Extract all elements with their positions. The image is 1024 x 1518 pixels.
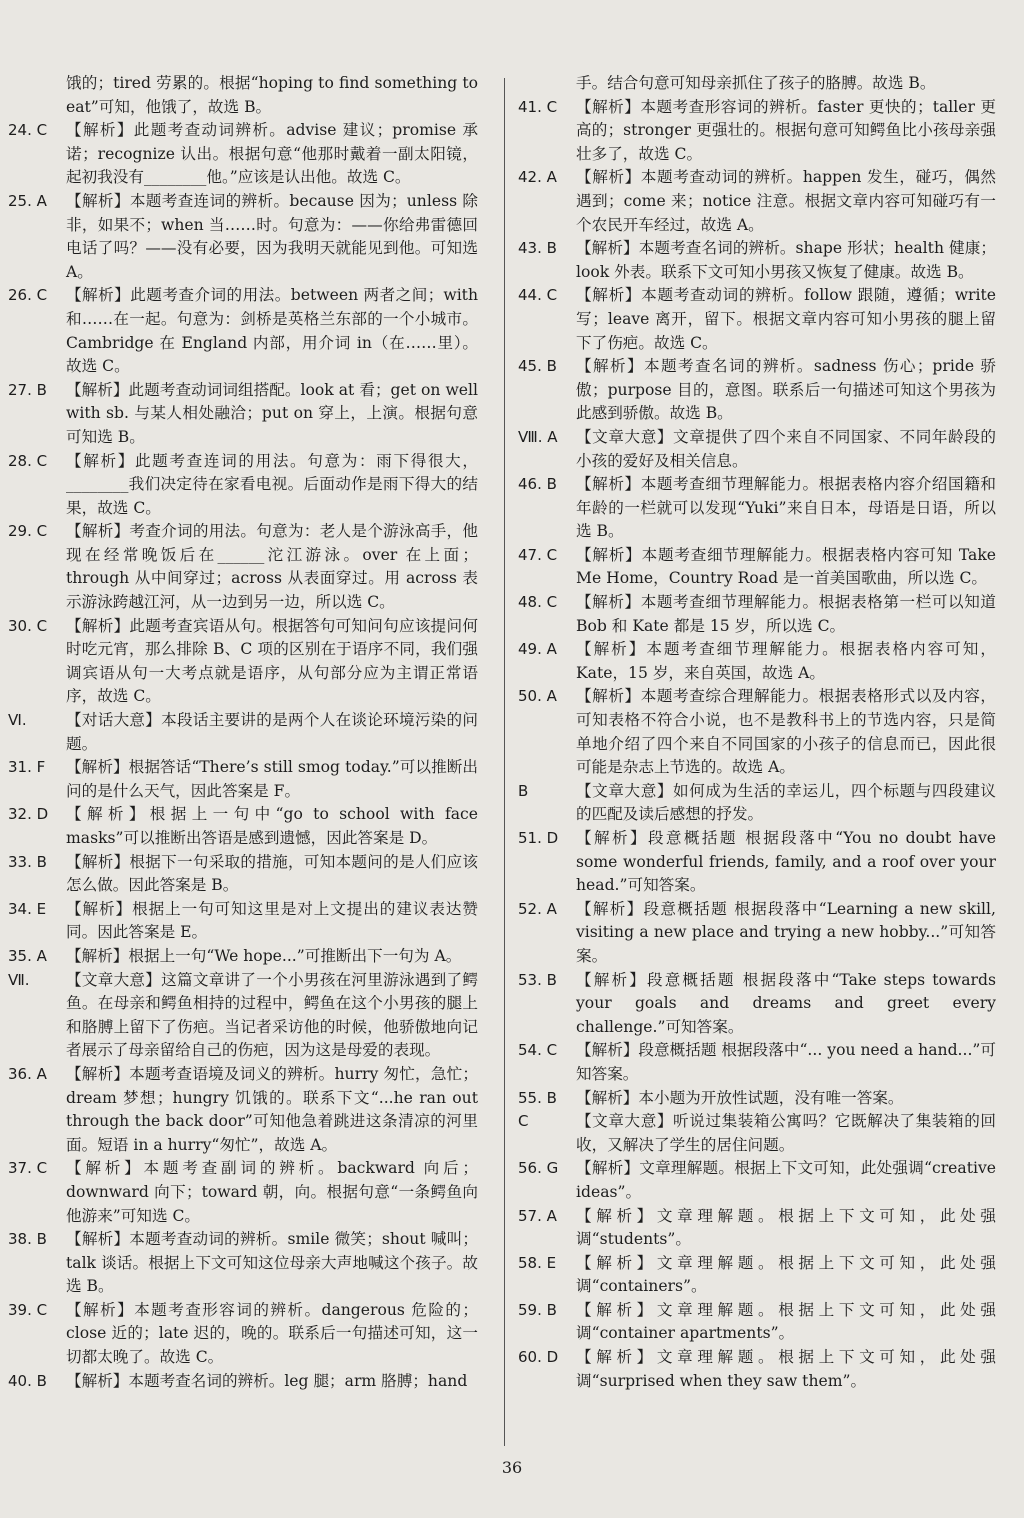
answer-entry xyxy=(518,591,996,638)
explanation-text: 【文章大意】如何成为生活的幸运儿，四个标题与四段建议的匹配及读后感想的抒发。 xyxy=(576,781,996,824)
question-number: 29. C xyxy=(8,522,48,541)
explanation-text: 【解析】段意概括题 根据段落中“Take steps towards your goals and dreams and greet every challenge.”可知答案。 xyxy=(576,970,996,1036)
explanation-text: 【解析】本题考查连词的辨析。because 因为；unless 除非，如果不；when 当……时。句意为：——你给弗雷德回电话了吗？——没有必要，因为我明天就能见到他。可知选 A。 xyxy=(66,191,478,281)
question-number: B xyxy=(518,781,529,800)
question-number: 34. E xyxy=(8,899,47,918)
question-number: C xyxy=(518,1112,529,1131)
explanation-text: 【解析】根据上一句“We hope...”可推断出下一句为 A。 xyxy=(66,946,462,965)
question-number: 30. C xyxy=(8,616,48,635)
answer-entry xyxy=(8,1228,478,1299)
answer-entry xyxy=(8,945,478,969)
answer-entry xyxy=(8,119,478,190)
explanation-text: 【解析】本题考查动词的辨析。happen 发生，碰巧，偶然遇到；come 来；notice 注意。根据文章内容可知碰巧有一个农民开车经过，故选 A。 xyxy=(576,168,996,234)
explanation-text: 【解析】此题考查连词的用法。句意为：雨下得很大，________我们决定待在家看电视。后面动作是雨下得大的结果，故选 C。 xyxy=(66,451,478,517)
explanation-text: 【解析】文章理解题。根据上下文可知，此处强调“surprised when they saw them”。 xyxy=(576,1348,996,1390)
answer-entry xyxy=(518,1252,996,1299)
question-number: 37. C xyxy=(8,1159,48,1178)
answer-entry xyxy=(8,450,478,521)
explanation-text: 【解析】本题考查细节理解能力。根据表格内容介绍国籍和年龄的一栏就可以发现“Yuki”来自日本，母语是日语，所以选 B。 xyxy=(576,475,996,541)
question-number: 32. D xyxy=(8,805,49,824)
explanation-text: 【对话大意】本段话主要讲的是两个人在谈论环境污染的问题。 xyxy=(66,711,478,753)
question-number: 25. A xyxy=(8,191,47,210)
answer-entry xyxy=(518,1039,996,1086)
question-number: 43. B xyxy=(518,239,557,258)
explanation-text: 【解析】本题考查语境及词义的辨析。hurry 匆忙，急忙；dream 梦想；hungry 饥饿的。联系下文“...he ran out through the back door”可知他急着跳进这条清凉的河里面。短语 in a hurry“匆忙”，故选 A。 xyxy=(66,1064,478,1154)
explanation-text: 【解析】本题考查动词的辨析。smile 微笑；shout 喊叫；talk 谈话。根据上下文可知这位母亲大声地喊这个孩子。故选 B。 xyxy=(66,1230,478,1296)
explanation-text: 【解析】段意概括题 根据段落中“... you need a hand...”可知答案。 xyxy=(576,1041,996,1083)
explanation-text: 【解析】根据答话“There’s still smog today.”可以推断出问的是什么天气，因此答案是 F。 xyxy=(66,758,478,800)
question-number: Ⅶ. xyxy=(8,970,30,989)
answer-entry xyxy=(8,284,478,378)
question-number: 56. G xyxy=(518,1159,559,1178)
question-number: 47. C xyxy=(518,545,558,564)
answer-entry xyxy=(518,1346,996,1393)
answer-entry xyxy=(518,473,996,544)
left-column xyxy=(8,72,478,1393)
explanation-text: 手。结合句意可知母亲抓住了孩子的胳膊。故选 B。 xyxy=(576,74,936,92)
answer-entry xyxy=(518,685,996,779)
question-number: Ⅷ. A xyxy=(518,427,558,446)
question-number: 40. B xyxy=(8,1371,47,1390)
question-number: 59. B xyxy=(518,1300,557,1319)
question-number: 38. B xyxy=(8,1230,47,1249)
explanation-text: 【解析】文章理解题。根据上下文可知，此处强调“students”。 xyxy=(576,1206,996,1249)
page-number: 36 xyxy=(501,1458,523,1477)
explanation-text: 【解析】此题考查宾语从句。根据答句可知问句应该提问何时吃元宵，那么排除 B、C 项的区别在于语序不同，我们强调宾语从句一大考点就是语序，从句部分应为主谓正常语序，故选 C。 xyxy=(66,616,478,706)
question-number: 41. C xyxy=(518,97,558,116)
question-number: Ⅵ. xyxy=(8,711,27,730)
question-number: 53. B xyxy=(518,970,557,989)
explanation-text: 饿的；tired 劳累的。根据“hoping to find something to eat”可知，他饿了，故选 B。 xyxy=(66,74,478,116)
explanation-text: 【解析】此题考查介词的用法。between 两者之间；with 和……在一起。句意为：剑桥是英格兰东部的一个小城市。Cambridge 在 England 内部，用介词 in（在……里）。故选 C。 xyxy=(66,286,478,376)
section-summary xyxy=(518,780,996,827)
answer-entry xyxy=(518,96,996,167)
section-summary xyxy=(518,1110,996,1157)
question-number: 51. D xyxy=(518,829,559,847)
question-number: 39. C xyxy=(8,1300,48,1319)
answer-entry xyxy=(8,803,478,850)
explanation-text: 【解析】根据上一句可知这里是对上文提出的建议表达赞同。因此答案是 E。 xyxy=(66,899,478,942)
explanation-text: 【解析】本题考查细节理解能力。根据表格内容可知 Take Me Home，Country Road 是一首美国歌曲，所以选 C。 xyxy=(576,545,996,588)
answer-entry xyxy=(8,1063,478,1157)
question-number: 52. A xyxy=(518,899,557,918)
explanation-text: 【解析】此题考查动词词组搭配。look at 看；get on well with sb. 与某人相处融洽；put on 穿上，上演。根据句意可知选 B。 xyxy=(66,380,478,446)
explanation-text: 【解析】本小题为开放性试题，没有唯一答案。 xyxy=(576,1088,904,1107)
answer-entry xyxy=(518,969,996,1040)
answer-entry xyxy=(518,827,996,898)
answer-entry xyxy=(518,166,996,237)
column-divider xyxy=(504,78,505,1446)
explanation-text: 【解析】段意概括题 根据段落中“You no doubt have some wonderful friends, family, and a roof over your head.”可知答案。 xyxy=(576,829,996,895)
question-number: 44. C xyxy=(518,286,558,305)
explanation-text: 【解析】考查介词的用法。句意为：老人是个游泳高手，他现在经常晚饭后在______沱江游泳。over 在上面；through 从中间穿过；across 从表面穿过。用 across 表示游泳跨越江河，从一边到另一边，所以选 C。 xyxy=(66,522,478,612)
question-number: 31. F xyxy=(8,758,46,777)
answer-entry xyxy=(518,544,996,591)
answer-entry xyxy=(8,1370,478,1394)
answer-entry xyxy=(518,1157,996,1204)
explanation-text: 【解析】本题考查动词的辨析。follow 跟随，遵循；write 写；leave 离开，留下。根据文章内容可知小男孩的腿上留下了伤疤。故选 C。 xyxy=(576,286,996,352)
answer-entry xyxy=(518,72,996,96)
answer-entry xyxy=(518,237,996,284)
answer-entry xyxy=(518,284,996,355)
question-number: 35. A xyxy=(8,946,47,965)
explanation-text: 【解析】本题考查名词的辨析。sadness 伤心；pride 骄傲；purpose 目的，意图。联系后一句描述可知这个男孩为此感到骄傲。故选 B。 xyxy=(576,357,996,423)
question-number: 36. A xyxy=(8,1064,47,1083)
section-summary xyxy=(8,969,478,1063)
answer-entry xyxy=(8,72,478,119)
question-number: 28. C xyxy=(8,451,48,470)
answer-entry xyxy=(518,355,996,426)
explanation-text: 【解析】文章理解题。根据上下文可知，此处强调“creative ideas”。 xyxy=(576,1159,996,1201)
answer-entry xyxy=(8,520,478,614)
question-number: 55. B xyxy=(518,1088,557,1107)
answer-entry xyxy=(518,1205,996,1252)
answer-entry xyxy=(8,851,478,898)
answer-entry xyxy=(518,638,996,685)
answer-entry xyxy=(8,190,478,284)
answer-entry xyxy=(518,1087,996,1111)
explanation-text: 【解析】此题考查动词辨析。advise 建议；promise 承诺；recognize 认出。根据句意“他那时戴着一副太阳镜，起初我没有________他。”应该是认出他。故选 C。 xyxy=(66,121,478,187)
explanation-text: 【解析】本题考查名词的辨析。shape 形状；health 健康；look 外表。联系下文可知小男孩又恢复了健康。故选 B。 xyxy=(576,239,996,281)
explanation-text: 【文章大意】这篇文章讲了一个小男孩在河里游泳遇到了鳄鱼。在母亲和鳄鱼相持的过程中，鳄鱼在这个小男孩的腿上和胳膊上留下了伤疤。当记者采访他的时候，他骄傲地向记者展示了母亲留给自己的伤疤，因为这是母爱的表现。 xyxy=(66,970,478,1060)
answer-entry xyxy=(8,1299,478,1370)
question-number: 24. C xyxy=(8,121,48,140)
explanation-text: 【文章大意】文章提供了四个来自不同国家、不同年龄段的小孩的爱好及相关信息。 xyxy=(576,427,996,470)
section-summary xyxy=(8,709,478,756)
explanation-text: 【解析】段意概括题 根据段落中“Learning a new skill, visiting a new place and trying a new hobby...”可知答案。 xyxy=(576,899,996,965)
question-number: 26. C xyxy=(8,286,48,305)
question-number: 45. B xyxy=(518,357,557,376)
explanation-text: 【解析】本题考查形容词的辨析。dangerous 危险的；close 近的；late 迟的，晚的。联系后一句描述可知，这一切都太晚了。故选 C。 xyxy=(66,1300,478,1367)
explanation-text: 【解析】本题考查副词的辨析。backward 向后；downward 向下；toward 朝，向。根据句意“一条鳄鱼向他游来”可知选 C。 xyxy=(66,1159,478,1225)
answer-entry xyxy=(518,898,996,969)
explanation-text: 【解析】本题考查名词的辨析。leg 腿；arm 胳膊；hand xyxy=(66,1371,468,1390)
question-number: 58. E xyxy=(518,1253,557,1272)
answer-entry xyxy=(8,898,478,945)
question-number: 57. A xyxy=(518,1206,557,1225)
section-summary xyxy=(518,426,996,473)
right-column xyxy=(518,72,996,1393)
question-number: 42. A xyxy=(518,168,557,187)
explanation-text: 【文章大意】听说过集装箱公寓吗？它既解决了集装箱的回收，又解决了学生的居住问题。 xyxy=(576,1112,996,1154)
explanation-text: 【解析】文章理解题。根据上下文可知，此处强调“container apartments”。 xyxy=(576,1300,996,1343)
explanation-text: 【解析】本题考查综合理解能力。根据表格形式以及内容，可知表格不符合小说，也不是教科书上的节选内容，只是简单地介绍了四个来自不同国家的小孩子的信息而已，因此很可能是杂志上节选的。故选 A。 xyxy=(576,687,996,777)
explanation-text: 【解析】文章理解题。根据上下文可知，此处强调“containers”。 xyxy=(576,1253,996,1296)
question-number: 33. B xyxy=(8,852,47,871)
answer-entry xyxy=(8,756,478,803)
explanation-text: 【解析】根据下一句采取的措施，可知本题问的是人们应该怎么做。因此答案是 B。 xyxy=(66,852,478,895)
question-number: 27. B xyxy=(8,380,47,399)
explanation-text: 【解析】本题考查形容词的辨析。faster 更快的；taller 更高的；stronger 更强壮的。根据句意可知鳄鱼比小孩母亲强壮多了，故选 C。 xyxy=(576,97,996,163)
answer-entry xyxy=(518,1299,996,1346)
question-number: 46. B xyxy=(518,475,557,494)
question-number: 54. C xyxy=(518,1041,558,1060)
explanation-text: 【解析】本题考查细节理解能力。根据表格第一栏可以知道 Bob 和 Kate 都是 15 岁，所以选 C。 xyxy=(576,593,996,635)
answer-entry xyxy=(8,615,478,709)
question-number: 49. A xyxy=(518,640,557,659)
answer-entry xyxy=(8,1157,478,1228)
question-number: 48. C xyxy=(518,593,558,612)
explanation-text: 【解析】本题考查细节理解能力。根据表格内容可知，Kate，15 岁，来自英国，故选 A。 xyxy=(576,640,996,682)
question-number: 60. D xyxy=(518,1348,559,1367)
explanation-text: 【解析】根据上一句中“go to school with face masks”可以推断出答语是感到遗憾，因此答案是 D。 xyxy=(66,805,478,847)
answer-entry xyxy=(8,379,478,450)
question-number: 50. A xyxy=(518,687,557,706)
